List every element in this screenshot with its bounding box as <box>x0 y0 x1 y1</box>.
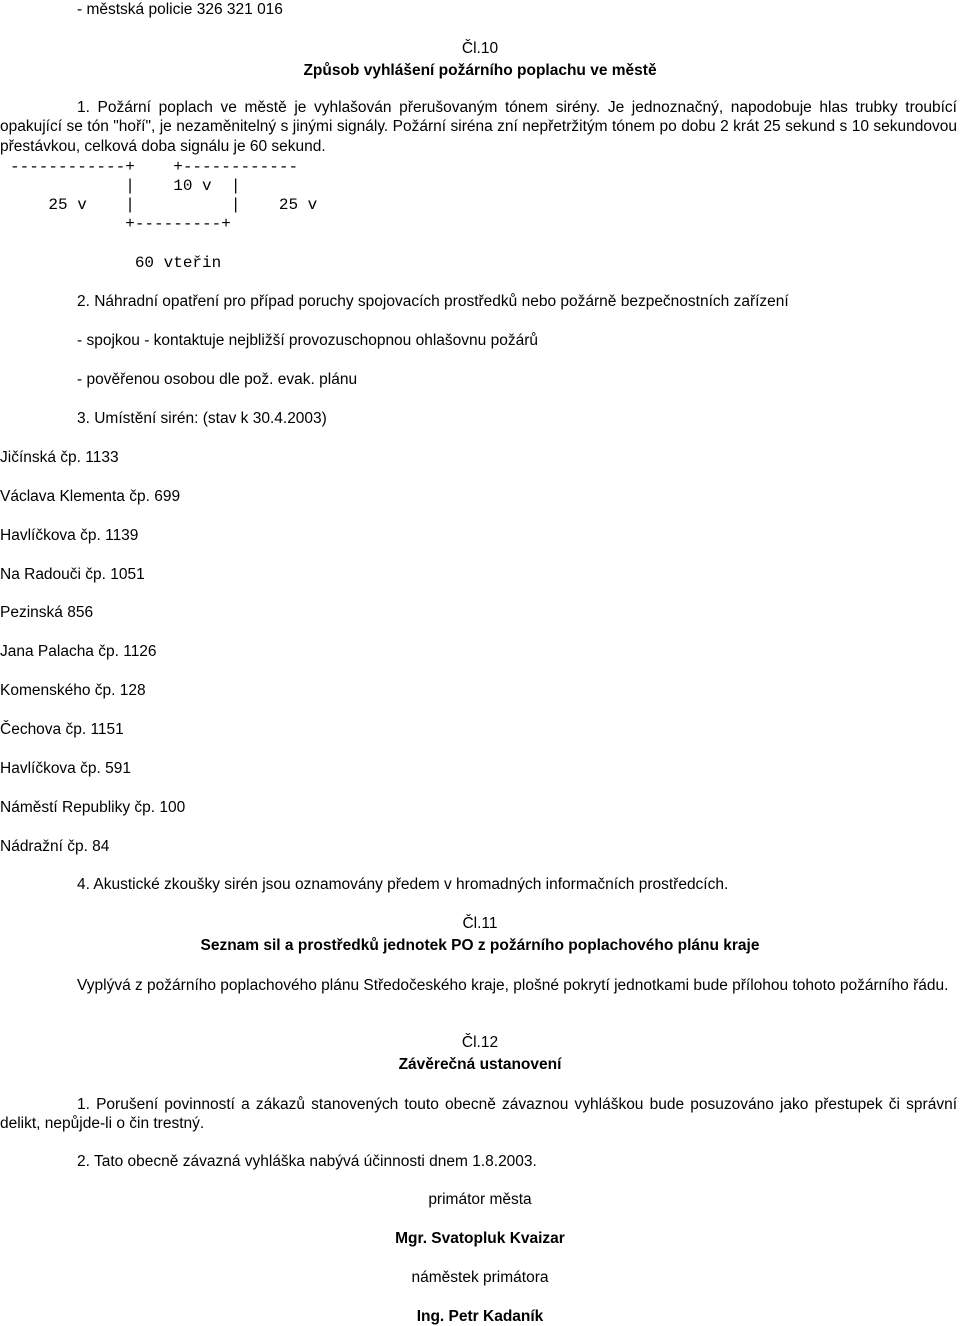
article-10-item-2: 2. Náhradní opatření pro případ poruchy spojovacích prostředků nebo požárně bezpečnostních zařízení <box>77 293 789 310</box>
list-item: Náměstí Republiky čp. 100 <box>0 799 186 816</box>
signature-mayor-name: Mgr. Svatopluk Kvaizar <box>395 1230 565 1247</box>
article-10-item-2a: - spojkou - kontaktuje nejbližší provozuschopnou ohlašovnu požárů <box>77 332 538 349</box>
list-item: Jičínská čp. 1133 <box>0 449 119 466</box>
diagram-line-6: 60 vteřin <box>10 254 222 272</box>
article-12-number: Čl.12 <box>461 1034 499 1051</box>
article-10-paragraph-1: 1. Požární poplach ve městě je vyhlašován přerušovaným tónem sirény. Je jednoznačný, napodobuje hlas trubky troubící opakující se tón "hoří", je nezaměnitelný s jinými signály. Požární siréna zní nepřetržitým tónem po dobu 2 krát 25 sekund s 10 sekundovou přestávkou, celková doba signálu je 60 sekund. <box>0 99 957 155</box>
list-item: Jana Palacha čp. 1126 <box>0 643 157 660</box>
signature-deputy-role: náměstek primátora <box>411 1269 549 1286</box>
article-10-number: Čl.10 <box>461 40 499 57</box>
diagram-line-3: 25 v | | 25 v <box>10 196 318 214</box>
article-10-item-2b: - pověřenou osobou dle pož. evak. plánu <box>77 371 358 388</box>
diagram-line-4: +---------+ <box>10 215 231 233</box>
article-10-item-3: 3. Umístění sirén: (stav k 30.4.2003) <box>77 410 327 427</box>
list-item: Nádražní čp. 84 <box>0 838 110 855</box>
article-11-paragraph: Vyplývá z požárního poplachového plánu Středočeského kraje, plošné pokrytí jednotkami bude přílohou tohoto požárního řádu. <box>77 977 949 994</box>
list-item: Čechova čp. 1151 <box>0 721 124 738</box>
list-item: Na Radouči čp. 1051 <box>0 566 145 583</box>
article-11-number: Čl.11 <box>462 915 498 932</box>
diagram-line-2: | 10 v | <box>10 177 241 195</box>
article-10-title: Způsob vyhlášení požárního poplachu ve městě <box>303 62 657 79</box>
list-item: Václava Klementa čp. 699 <box>0 488 181 505</box>
contact-line-police: - městská policie 326 321 016 <box>77 1 283 18</box>
signature-mayor-role: primátor města <box>428 1191 532 1208</box>
list-item: Pezinská 856 <box>0 604 94 621</box>
article-12-paragraph-1: 1. Porušení povinností a zákazů stanovených touto obecně závaznou vyhláškou bude posuzováno jako přestupek či správní delikt, nepůjde-li o čin trestný. <box>0 1096 957 1133</box>
list-item: Havlíčkova čp. 591 <box>0 760 131 777</box>
article-12-paragraph-2: 2. Tato obecně závazná vyhláška nabývá účinnosti dnem 1.8.2003. <box>77 1153 537 1170</box>
article-11-title: Seznam sil a prostředků jednotek PO z požárního poplachového plánu kraje <box>200 937 760 954</box>
diagram-line-1: ------------+ +------------ <box>10 158 299 176</box>
article-12-title: Závěrečná ustanovení <box>398 1056 562 1073</box>
list-item: Komenského čp. 128 <box>0 682 146 699</box>
article-10-item-4: 4. Akustické zkoušky sirén jsou oznamovány předem v hromadných informačních prostředcích. <box>77 876 729 893</box>
list-item: Havlíčkova čp. 1139 <box>0 527 139 544</box>
signature-deputy-name: Ing. Petr Kadaník <box>416 1308 544 1325</box>
